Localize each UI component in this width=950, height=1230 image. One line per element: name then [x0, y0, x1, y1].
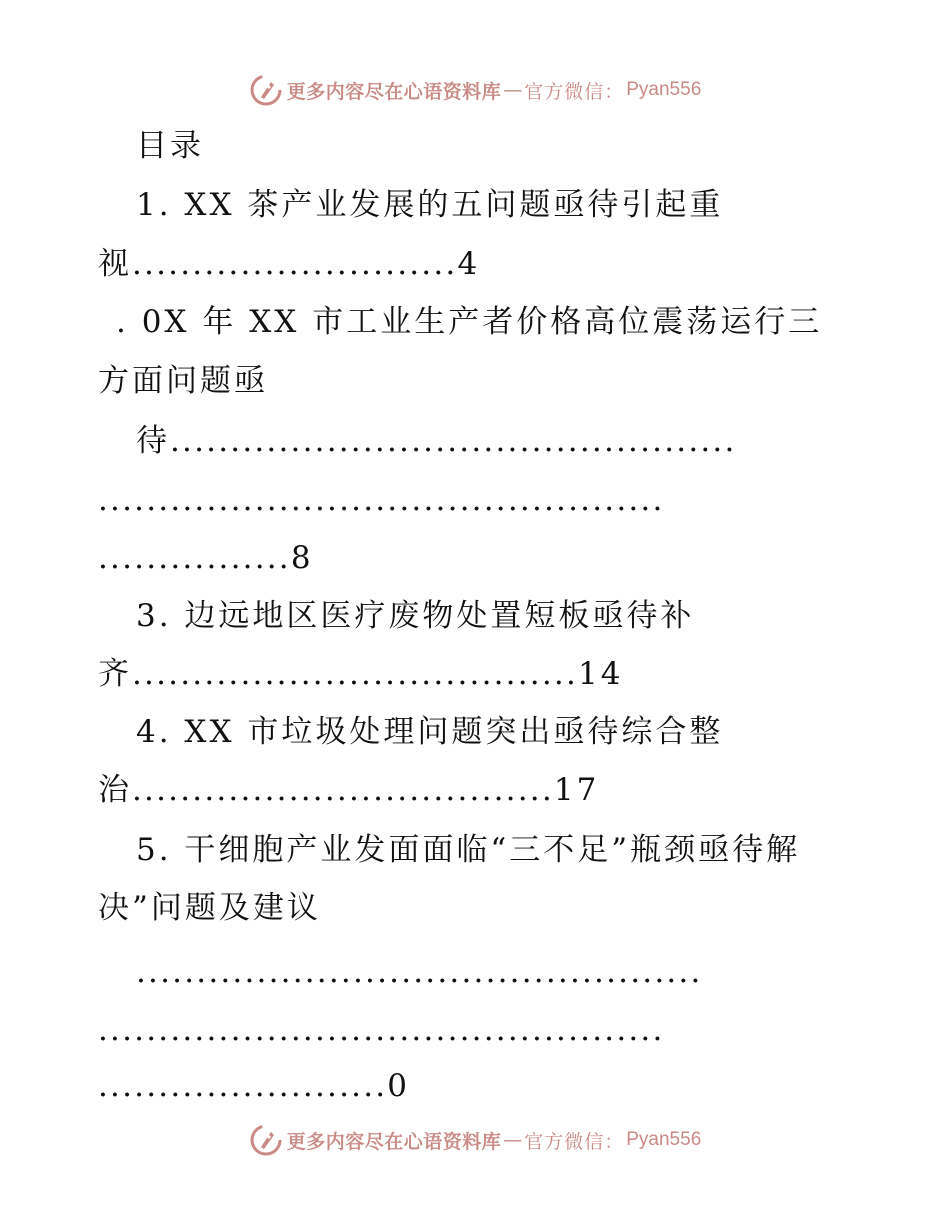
toc-entry-5-line2: 决”问题及建议 — [98, 890, 321, 926]
watermark-footer — [0, 1120, 950, 1160]
toc-entry-5-leader-c: ........................ — [98, 1068, 388, 1104]
toc-entry-2-prefix: 待 — [136, 423, 170, 459]
toc-entry-1-page: 4 — [457, 246, 481, 282]
toc-entry-3-page: 14 — [578, 656, 624, 692]
toc-entry-2-line5 — [98, 538, 314, 578]
toc-entry-3-leader: ..................................... — [132, 656, 578, 692]
toc-entry-2-leader-c: ................ — [98, 540, 291, 576]
watermark-id: Pyan556 — [626, 1129, 702, 1150]
toc-entry-2-line3 — [136, 421, 846, 461]
toc-entry-5-line5 — [98, 1066, 410, 1106]
watermark-label: 官方微信： — [524, 1130, 625, 1153]
toc-title: 目录 — [136, 128, 204, 164]
toc-entry-2-page: 8 — [290, 540, 314, 576]
toc-entry-1-prefix: 视 — [98, 246, 132, 282]
toc-entry-3-line2 — [98, 654, 623, 694]
toc-entry-3-line1: 3. 边远地区医疗废物处置短板亟待补 — [136, 598, 695, 634]
toc-entry-2-line2: 方面问题亟 — [98, 363, 268, 399]
toc-entry-2-leader-a: ............................................... — [170, 423, 737, 459]
watermark-id: Pyan556 — [626, 79, 702, 100]
watermark-label: 官方微信： — [524, 80, 625, 103]
toc-entry-3-prefix: 齐 — [98, 656, 132, 692]
toc-entry-5-leader-a: ............................................... — [136, 954, 703, 990]
toc-entry-5-leader-b: ............................................... — [98, 1012, 665, 1048]
toc-entry-1-line2 — [98, 244, 480, 284]
watermark-dash: — — [503, 1129, 523, 1151]
toc-entry-1-leader: ........................... — [132, 246, 458, 282]
pen-nib-logo-icon — [249, 73, 283, 107]
watermark-site: 更多内容尽在心语资料库 — [286, 1130, 502, 1153]
toc-entry-4-line1: 4. XX 市垃圾处理问题突出亟待综合整 — [136, 714, 724, 750]
toc-entry-2-leader-b: ............................................... — [98, 482, 665, 518]
toc-entry-4-prefix: 治 — [98, 772, 132, 808]
toc-entry-4-line2 — [98, 770, 599, 810]
watermark-site: 更多内容尽在心语资料库 — [286, 80, 502, 103]
toc-entry-5-line1: 5. 干细胞产业发面面临“三不足”瓶颈亟待解 — [136, 832, 801, 868]
toc-entry-4-page: 17 — [553, 772, 600, 808]
toc-entry-2-line1: . 0X 年 XX 市工业生产者价格高位震荡运行三 — [116, 304, 823, 340]
toc-entry-1-line1: 1. XX 茶产业发展的五问题亟待引起重 — [136, 187, 724, 223]
pen-nib-logo-icon — [249, 1123, 283, 1157]
watermark-header — [0, 70, 950, 110]
watermark-dash: — — [503, 79, 523, 101]
toc-entry-5-page: 0 — [387, 1068, 411, 1104]
toc-entry-4-leader: ................................... — [132, 772, 554, 808]
